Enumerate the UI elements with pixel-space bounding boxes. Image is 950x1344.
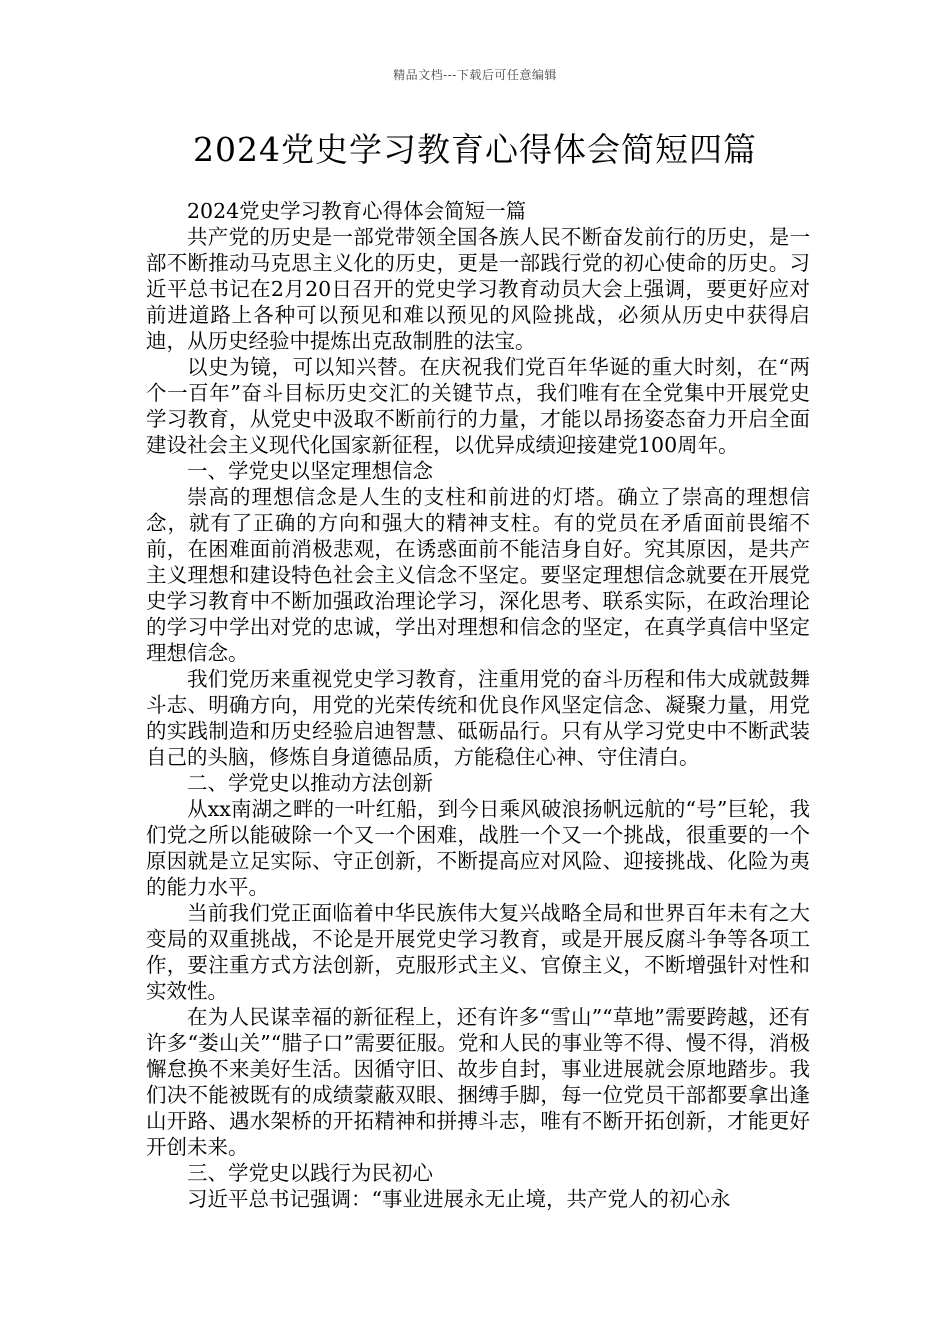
header-note: 精品文档---下载后可任意编辑: [393, 68, 557, 82]
subheading: 一、学党史以坚定理想信念: [187, 459, 433, 483]
paragraph: 共产党的历史是一部党带领全国各族人民不断奋发前行的历史，是一部不断推动马克思主义化的历史，更是一部践行党的初心使命的历史。习近平总书记在2月20日召开的党史学习教育动员大会上强调，要更好应对前进道路上各种可以预见和难以预见的风险挑战，必须从历史中获得启迪，从历史经验中提炼出克敌制胜的法宝。: [146, 225, 810, 353]
document-body: [146, 198, 810, 1212]
paragraph: 在为人民谋幸福的新征程上，还有许多“雪山”“草地”需要跨越，还有许多“娄山关”“腊子口”需要征服。党和人民的事业等不得、慢不得，消极懈怠换不来美好生活。因循守旧、故步自封，事业进展就会原地踏步。我们决不能被既有的成绩蒙蔽双眼、捆缚手脚，每一位党员干部都要拿出逢山开路、遇水架桥的开拓精神和拼搏斗志，唯有不断开拓创新，才能更好开创未来。: [146, 1005, 810, 1159]
paragraph: 我们党历来重视党史学习教育，注重用党的奋斗历程和伟大成就鼓舞斗志、明确方向，用党的光荣传统和优良作风坚定信念、凝聚力量，用党的实践制造和历史经验启迪智慧、砥砺品行。只有从学习党史中不断武装自己的头脑，修炼自身道德品质，方能稳住心神、守住清白。: [146, 667, 810, 769]
paragraph: 以史为镜，可以知兴替。在庆祝我们党百年华诞的重大时刻，在“两个一百年”奋斗目标历史交汇的关键节点，我们唯有在全党集中开展党史学习教育，从党史中汲取不断前行的力量，才能以昂扬姿态奋力开启全面建设社会主义现代化国家新征程，以优异成绩迎接建党100周年。: [146, 355, 810, 457]
paragraph: 崇高的理想信念是人生的支柱和前进的灯塔。确立了崇高的理想信念，就有了正确的方向和强大的精神支柱。有的党员在矛盾面前畏缩不前，在困难面前消极悲观，在诱惑面前不能洁身自好。究其原因，是共产主义理想和建设特色社会主义信念不坚定。要坚定理想信念就要在开展党史学习教育中不断加强政治理论学习，深化思考、联系实际，在政治理论的学习中学出对党的忠诚，学出对理想和信念的坚定，在真学真信中坚定理想信念。: [146, 485, 810, 665]
section-heading-1: 2024党史学习教育心得体会简短一篇: [187, 199, 527, 223]
document-title: 2024党史学习教育心得体会简短四篇: [193, 130, 757, 169]
paragraph: 从xx南湖之畔的一叶红船，到今日乘风破浪扬帆远航的“号”巨轮，我们党之所以能破除一个又一个困难，战胜一个又一个挑战，很重要的一个原因就是立足实际、守正创新，不断提高应对风险、迎接挑战、化险为夷的能力水平。: [146, 797, 810, 899]
paragraph: 当前我们党正面临着中华民族伟大复兴战略全局和世界百年未有之大变局的双重挑战，不论是开展党史学习教育，或是开展反腐斗争等各项工作，要注重方式方法创新，克服形式主义、官僚主义，不断增强针对性和实效性。: [146, 901, 810, 1003]
paragraph: 习近平总书记强调：“事业进展永无止境，共产党人的初心永: [187, 1187, 731, 1211]
subheading: 二、学党史以推动方法创新: [187, 771, 433, 795]
subheading: 三、学党史以践行为民初心: [187, 1161, 433, 1185]
